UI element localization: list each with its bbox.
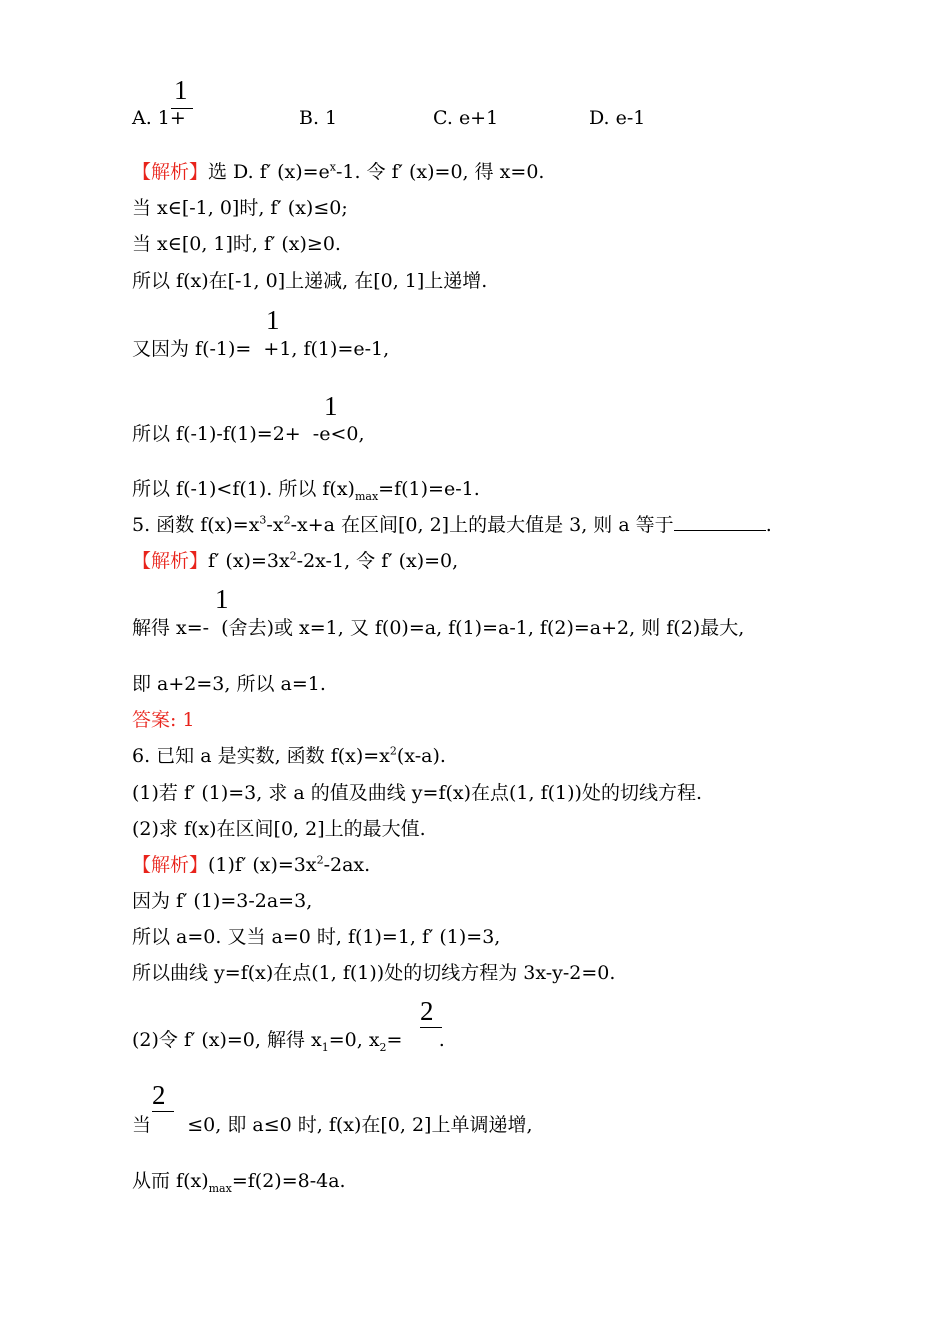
q6-line5-fraction-bar — [420, 1000, 442, 1028]
analysis-label: 【解析】 — [132, 854, 209, 876]
q6-analysis-line3: 所以 a=0. 又当 a=0 时, f(1)=1, f′ (1)=3, — [132, 926, 501, 948]
option-b: B. 1 — [299, 107, 338, 129]
q4-analysis-line3: 当 x∈[0, 1]时, f′ (x)≥0. — [132, 233, 341, 255]
q4-line5-fraction-numerator: 1 — [266, 305, 280, 335]
q6-analysis-line2: 因为 f′ (1)=3-2a=3, — [132, 890, 313, 912]
q6-stem: 6. 已知 a 是实数, 函数 $f(x)=x^2(x-a)$. — [132, 744, 446, 767]
q6-analysis-line6: 当 ≤0, 即 a≤0 时, f(x)在[0, 2]上单调递增, — [132, 1114, 533, 1136]
answer-blank[interactable] — [674, 512, 766, 531]
q6-line6-fraction-numerator: 2 — [152, 1080, 166, 1110]
option-a: A. 1+ — [132, 107, 186, 129]
q6-sub-question-2: (2)求 f(x)在区间[0, 2]上的最大值. — [132, 818, 426, 840]
q6-analysis-line1: 【解析】(1)f′ $(x)=3x^2-2ax$. — [132, 853, 371, 876]
option-c: C. e+1 — [433, 107, 499, 129]
q4-analysis-line6: 所以 f(-1)-f(1)=2+ -e<0, — [132, 423, 365, 445]
analysis-label: 【解析】 — [132, 550, 209, 572]
q6-line6-fraction-bar — [152, 1084, 174, 1112]
q6-analysis-line5: (2)令 f′ (x)=0, 解得 $x_1=0$, $x_2=$ . — [132, 1029, 445, 1054]
q4-analysis-line1: 【解析】选 D. f′ $(x)=e^x-1$. 令 f′ (x)=0, 得 x=0. — [132, 160, 545, 183]
q5-analysis-line3: 即 a+2=3, 所以 a=1. — [132, 673, 326, 695]
q5-line2-fraction-numerator: 1 — [215, 584, 229, 614]
q6-analysis-line4: 所以曲线 y=f(x)在点(1, f(1))处的切线方程为 3x-y-2=0. — [132, 962, 616, 984]
q6-line5-fraction-numerator: 2 — [420, 996, 434, 1026]
q4-analysis-line5: 又因为 f(-1)= +1, f(1)=e-1, — [132, 338, 390, 360]
option-a-fraction-numerator: 1 — [174, 75, 188, 105]
q6-sub-question-1: (1)若 f′ (1)=3, 求 a 的值及曲线 y=f(x)在点(1, f(1))处的切线方程. — [132, 782, 702, 804]
option-d: D. e-1 — [589, 107, 646, 129]
q5-stem: 5. 函数 $f(x)=x^3-x^2-x+a$ 在区间[0, 2]上的最大值是 3, 则 a 等于 . — [132, 513, 772, 536]
q4-analysis-line4: 所以 f(x)在[-1, 0]上递减, 在[0, 1]上递增. — [132, 270, 488, 292]
analysis-label: 【解析】 — [132, 161, 209, 183]
q5-answer: 答案: 1 — [132, 709, 195, 731]
q4-analysis-line7: 所以 f(-1)<f(1). 所以 $f(x)_{max}=f(1)=e-1$. — [132, 478, 480, 503]
q5-analysis-line1: 【解析】f′ $(x)=3x^2-2x-1$, 令 f′ (x)=0, — [132, 549, 459, 572]
option-a-fraction-bar — [171, 81, 193, 109]
q6-analysis-line7: 从而 $f(x)_{max}=f(2)=8-4a$. — [132, 1170, 346, 1195]
q5-analysis-line2: 解得 x=- (舍去)或 x=1, 又 f(0)=a, f(1)=a-1, f(2)=a+2, 则 f(2)最大, — [132, 617, 745, 639]
q4-line6-fraction-numerator: 1 — [324, 391, 338, 421]
q4-analysis-line2: 当 x∈[-1, 0]时, f′ (x)≤0; — [132, 197, 348, 219]
